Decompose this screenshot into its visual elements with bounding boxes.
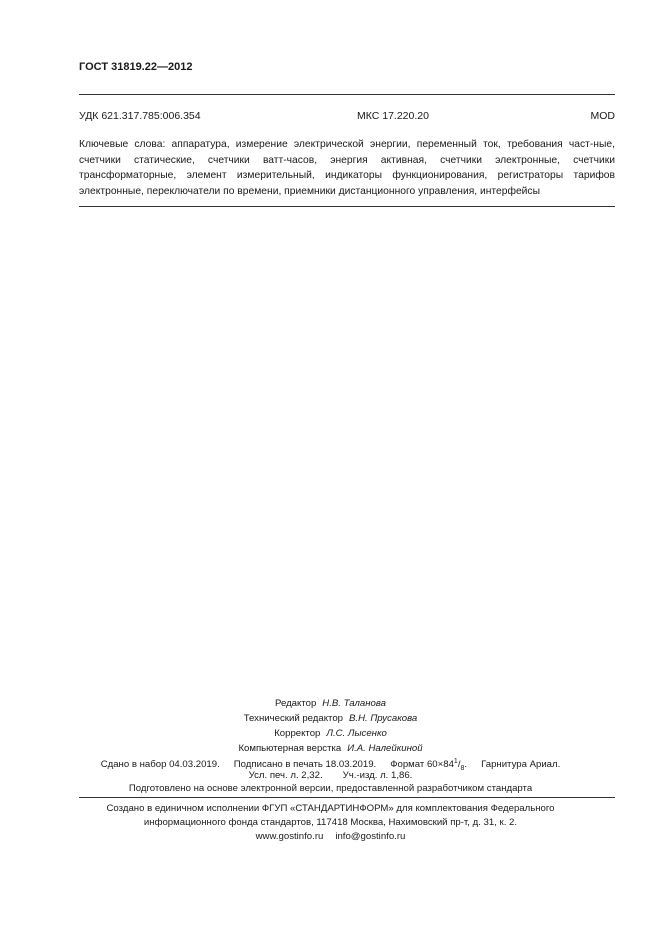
- imprint-font: Гарнитура Ариал.: [481, 759, 561, 771]
- credit-person: Л.С. Лысенко: [326, 728, 387, 739]
- website-link[interactable]: www.gostinfo.ru: [255, 831, 324, 842]
- credit-person: Н.В. Таланова: [322, 698, 386, 709]
- imprint-sent: Сдано в набор 04.03.2019.: [100, 759, 220, 771]
- format-den: 8: [460, 765, 465, 773]
- imprint-print-sheets: Усл. печ. л. 2,32.: [248, 770, 323, 781]
- credit-person: В.Н. Прусакова: [349, 713, 418, 724]
- footer-line-2: информационного фонда стандартов, 117418 Москва, Нахимовский пр-т, д. 31, к. 2.: [143, 817, 518, 828]
- credit-editor: [0, 696, 661, 711]
- footer-contacts: [0, 829, 661, 844]
- mks-code: МКС 17.220.20: [357, 110, 429, 122]
- credit-person: И.А. Налейкиной: [347, 743, 423, 754]
- credit-tech-editor: [0, 711, 661, 726]
- credit-role: Корректор: [274, 728, 321, 739]
- document-code: ГОСТ 31819.22—2012: [79, 61, 193, 73]
- credit-corrector: [0, 726, 661, 741]
- footer-divider: [79, 797, 615, 798]
- imprint-prepared: Подготовлено на основе электронной версии, предоставленной разработчиком стандарта: [128, 783, 533, 794]
- header-divider: [79, 94, 615, 95]
- keywords-paragraph: Ключевые слова: аппаратура, измерение электрической энергии, переменный ток, требования част-ные, счетчики статические, счетчики ватт-часов, энергия активная, счетчики электронные, счетчики трансформаторные, элемент измерительный, индикаторы функционирования, регистраторы тарифов электронные, переключатели по времени, приемники дистанционного управления, интерфейсы: [79, 139, 615, 197]
- format-suffix: .: [464, 759, 468, 771]
- credit-role: Технический редактор: [243, 713, 344, 724]
- keywords-divider: [79, 206, 615, 207]
- format-prefix: Формат 60×84: [390, 759, 454, 771]
- imprint-pub-sheets: Уч.-изд. л. 1,86.: [342, 770, 413, 781]
- credit-role: Редактор: [274, 698, 317, 709]
- credit-role: Компьютерная верстка: [238, 743, 342, 754]
- mod-label: MOD: [590, 110, 615, 122]
- format-num: 1: [453, 758, 458, 765]
- imprint-signed: Подписано в печать 18.03.2019.: [233, 759, 377, 771]
- footer-line-1: Создано в единичном исполнении ФГУП «СТАНДАРТИНФОРМ» для комплектования Федерального: [106, 803, 555, 814]
- email-link[interactable]: info@gostinfo.ru: [335, 831, 406, 842]
- udk-code: УДК 621.317.785:006.354: [79, 110, 201, 122]
- imprint-format: Формат $60\times 84^1/_8$.: [390, 758, 468, 773]
